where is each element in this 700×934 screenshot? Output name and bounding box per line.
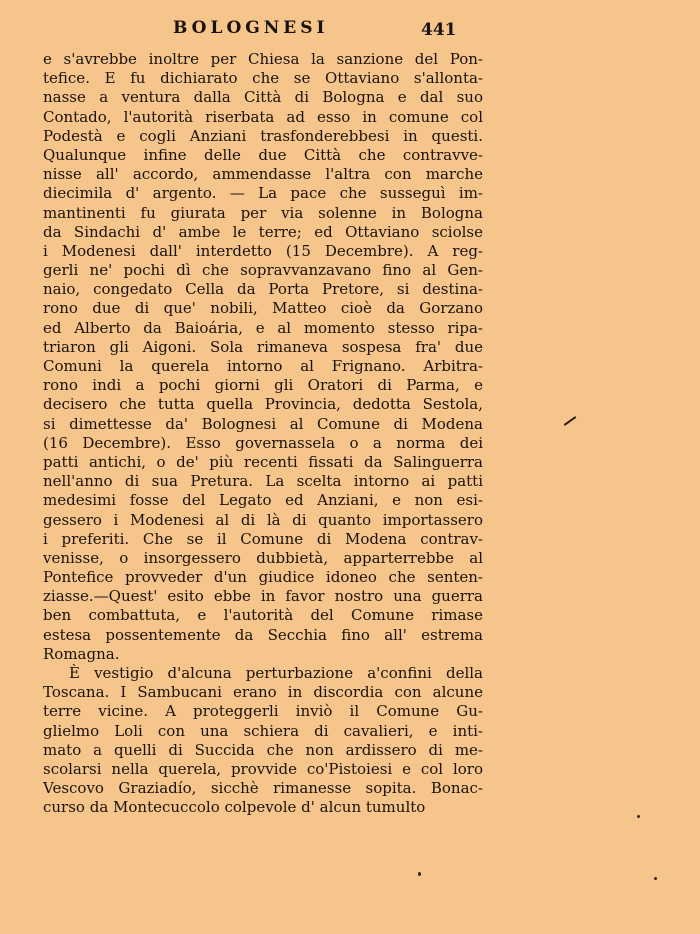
text-line: È vestigio d'alcuna perturbazione a'confini della	[69, 664, 483, 682]
text-line: Qualunque infine delle due Città che contravve-	[43, 145, 483, 164]
text-line: ben combattuta, e l'autorità del Comune rimase	[43, 606, 483, 625]
text-line: Pontefice provveder d'un giudice idoneo che senten-	[43, 568, 483, 587]
page-header	[43, 18, 483, 48]
text-line: gerli ne' pochi dì che sopravvanzavano fino al Gen-	[43, 261, 483, 280]
paper-speck	[637, 815, 640, 818]
text-line: diecimila d' argento. — La pace che susseguì im-	[43, 184, 483, 203]
text-line: si dimettesse da' Bolognesi al Comune di Modena	[43, 414, 483, 433]
text-line: i preferiti. Che se il Comune di Modena contrav-	[43, 529, 483, 548]
text-line: mato a quelli di Succida che non ardissero di me-	[43, 740, 483, 759]
text-line: rono due di que' nobili, Matteo cioè da Gorzano	[43, 299, 483, 318]
text-line: estesa possentemente da Secchia fino all' estrema	[43, 625, 483, 644]
text-line: mantinenti fu giurata per via solenne in Bologna	[43, 203, 483, 222]
paper-speck	[418, 872, 421, 876]
text-line: da Sindachi d' ambe le terre; ed Ottaviano sciolse	[43, 222, 483, 241]
ink-mark	[564, 416, 577, 426]
text-line: nisse all' accordo, ammendasse l'altra con marche	[43, 165, 483, 184]
text-line: terre vicine. A proteggerli inviò il Comune Gu-	[43, 702, 483, 721]
text-line: e s'avrebbe inoltre per Chiesa la sanzione del Pon-	[43, 50, 483, 68]
text-line: curso da Montecuccolo colpevole d' alcun tumulto	[43, 798, 426, 817]
text-line: tefice. E fu dichiarato che se Ottaviano s'allonta-	[43, 69, 483, 88]
text-line: naio, congedato Cella da Porta Pretore, si destina-	[43, 280, 483, 299]
page-number: 441	[421, 20, 457, 40]
text-line: triaron gli Aigoni. Sola rimaneva sospesa fra' due	[43, 337, 483, 356]
text-line: gessero i Modenesi al di là di quanto importassero	[43, 510, 483, 529]
text-line: nell'anno di sua Pretura. La scelta intorno ai patti	[43, 472, 483, 491]
text-line: glielmo Loli con una schiera di cavalieri, e inti-	[43, 721, 483, 740]
text-line: Comuni la querela intorno al Frignano. Arbitra-	[43, 357, 483, 375]
running-head: BOLOGNESI	[173, 18, 329, 38]
body-text	[43, 50, 483, 818]
text-line: Romagna.	[43, 644, 120, 663]
text-line: decisero che tutta quella Provincia, dedotta Sestola,	[43, 395, 483, 414]
text-line: i Modenesi dall' interdetto (15 Decembre). A reg-	[43, 241, 483, 260]
text-line: (16 Decembre). Esso governassela o a norma dei	[43, 433, 483, 452]
text-line: Podestà e cogli Anziani trasfonderebbesi in questi.	[43, 126, 483, 145]
text-line: Toscana. I Sambucani erano in discordia con alcune	[43, 683, 483, 702]
paper-speck	[654, 877, 657, 880]
text-line: patti antichi, o de' più recenti fissati da Salinguerra	[43, 452, 483, 471]
text-line: ed Alberto da Baioária, e al momento stesso ripa-	[43, 318, 483, 337]
text-line: venisse, o insorgessero dubbietà, apparterrebbe al	[43, 548, 483, 567]
text-line: nasse a ventura dalla Città di Bologna e dal suo	[43, 88, 483, 107]
text-line: rono indi a pochi giorni gli Oratori di Parma, e	[43, 376, 483, 395]
book-page	[43, 18, 483, 818]
text-line: ziasse.—Quest' esito ebbe in favor nostro una guerra	[43, 587, 483, 606]
text-line: Contado, l'autorità riserbata ad esso in comune col	[43, 107, 483, 126]
text-line: scolarsi nella querela, provvide co'Pistoiesi e col loro	[43, 759, 483, 778]
text-line: medesimi fosse del Legato ed Anziani, e non esi-	[43, 491, 483, 510]
text-line: Vescovo Graziadío, sicchè rimanesse sopita. Bonac-	[43, 779, 483, 798]
